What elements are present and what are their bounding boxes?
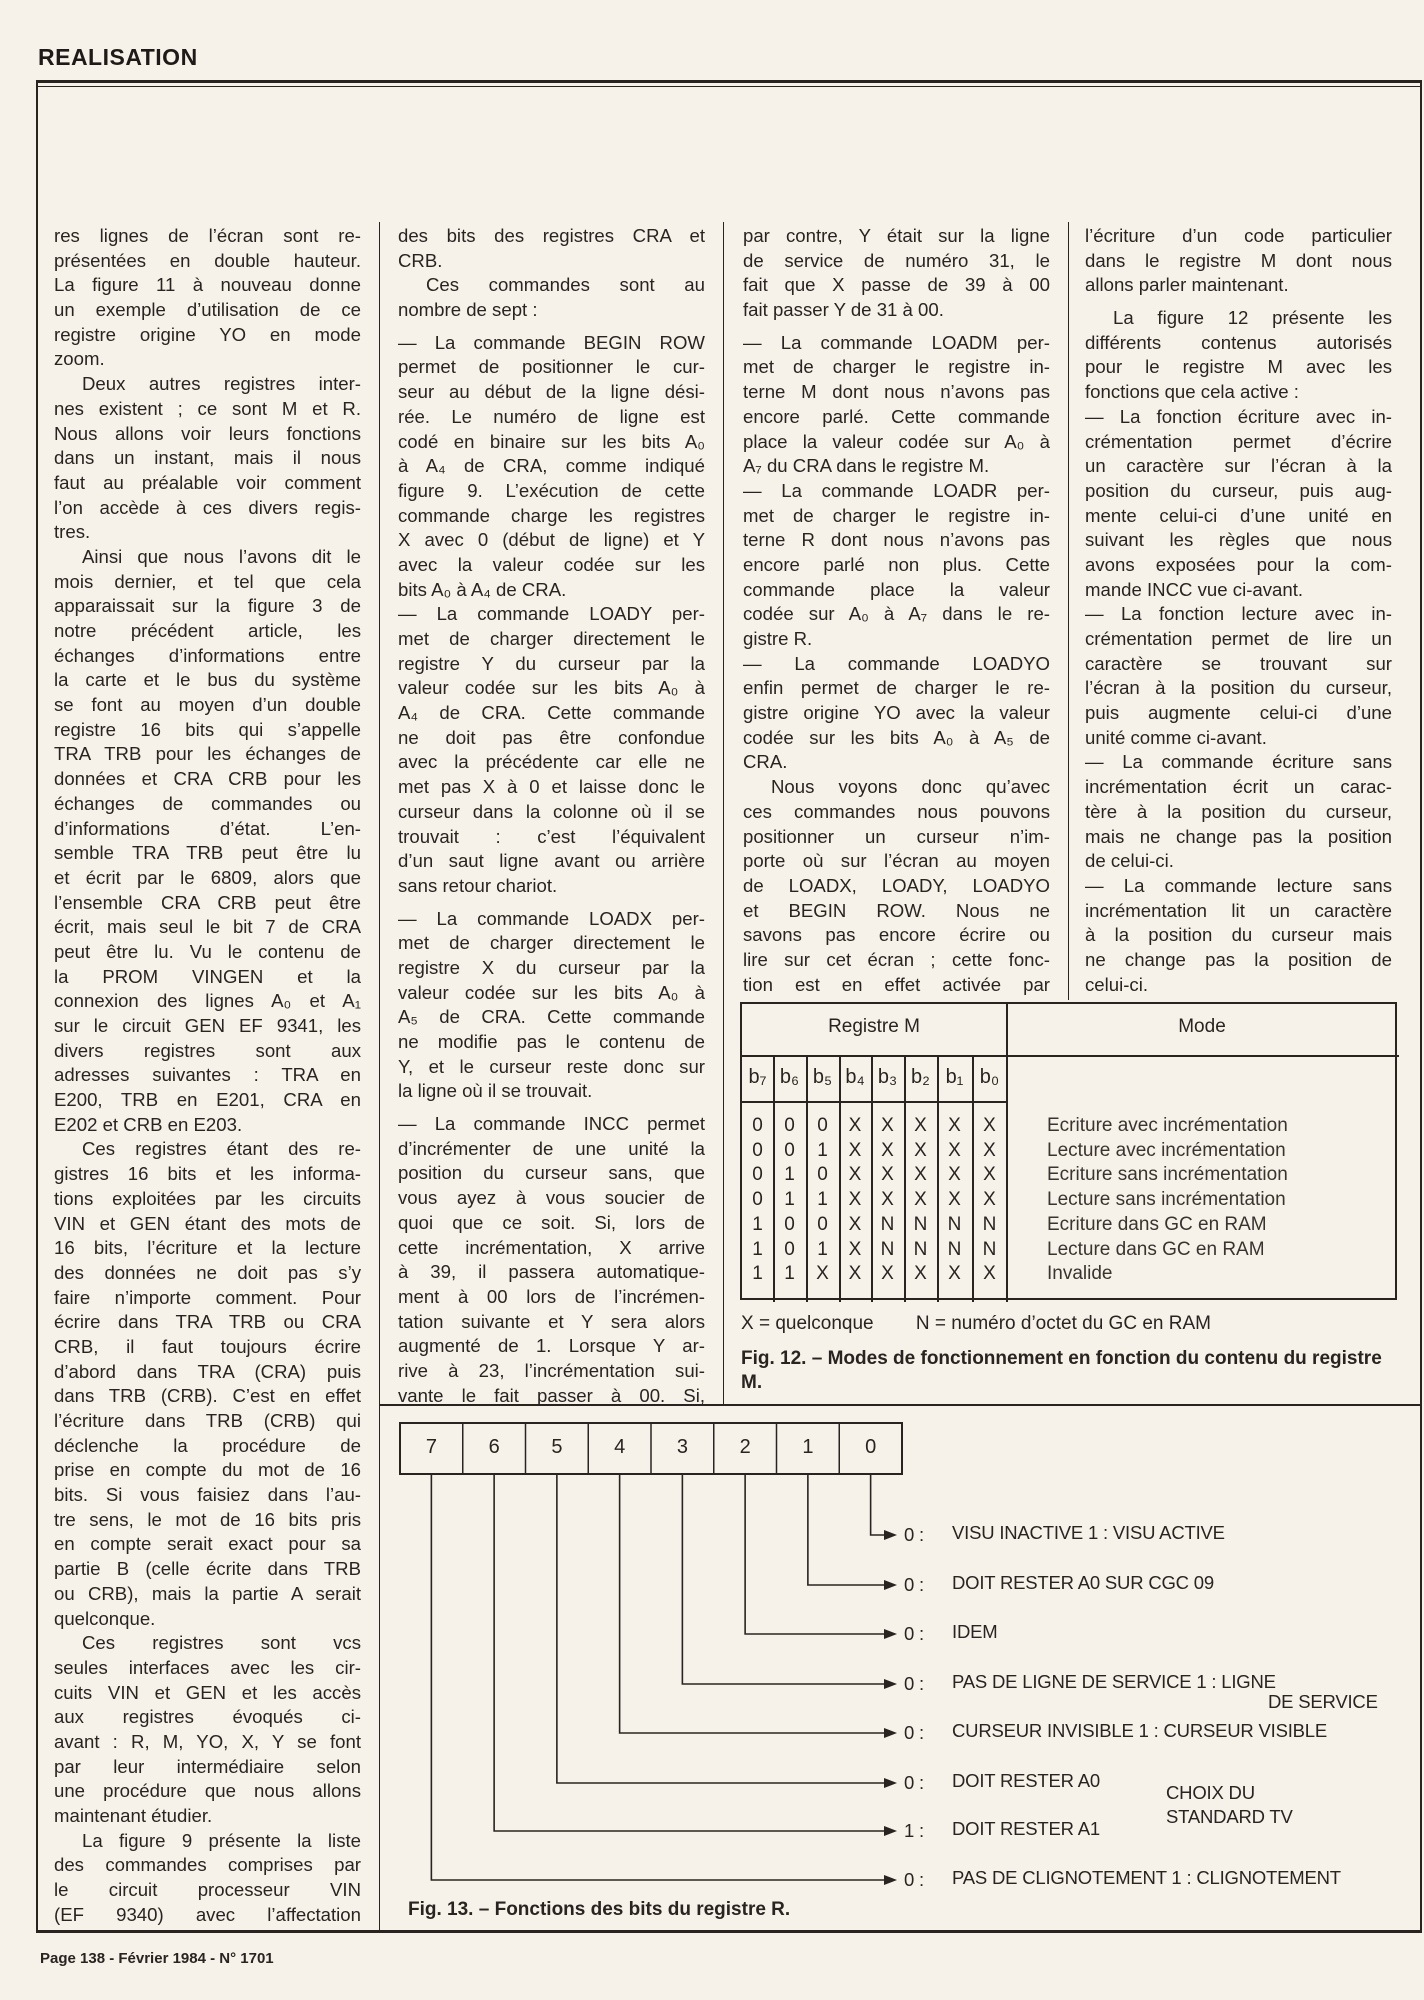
text-line: valeur codée sur les bits A₀ à — [398, 677, 705, 699]
text-line: seules interfaces avec les cir- — [54, 1656, 361, 1678]
arrow-head-icon — [884, 1629, 897, 1639]
text-line: vous ayez à vous soucier de — [398, 1187, 705, 1209]
bit-value: 0 : — [904, 1722, 924, 1743]
bit-function-label: VISU INACTIVE 1 : VISU ACTIVE — [952, 1522, 1225, 1543]
text-line: celui-ci. — [1085, 973, 1149, 995]
text-line: fonctions que cela active : — [1085, 381, 1299, 403]
arrow-head-icon — [884, 1826, 897, 1836]
bit-number: 1 — [802, 1436, 814, 1458]
bit-value: N — [880, 1238, 895, 1260]
text-line: position du curseur, puis aug- — [1085, 479, 1392, 501]
text-line: à 39, il passera automatique- — [398, 1261, 705, 1283]
text-line: positionner un curseur n’im- — [743, 825, 1050, 847]
bit-value: 0 — [752, 1115, 763, 1136]
text-line: CRB, il faut toujours écrire — [54, 1335, 361, 1357]
bit-value: 0 — [752, 1189, 763, 1211]
bit-function-label: DOIT RESTER A0 — [952, 1770, 1100, 1791]
bit-value: X — [848, 1115, 862, 1136]
mode-label: Ecriture avec incrémentation — [1047, 1115, 1288, 1136]
arrow-head-icon — [884, 1530, 897, 1540]
text-line: La figure 12 présente les — [1113, 307, 1392, 329]
text-line: Y, et le curseur reste donc sur — [398, 1055, 705, 1077]
bit-value: X — [848, 1238, 862, 1260]
text-line: La figure 9 présente la liste — [82, 1829, 361, 1851]
text-line: curseur dans la colonne où il se — [398, 800, 705, 822]
bit-function-label: DOIT RESTER A1 — [952, 1818, 1100, 1839]
text-line: par leur intermédiaire selon — [54, 1755, 361, 1777]
text-line: gistre R. — [743, 628, 813, 649]
text-line: aux registres évoqués ci- — [54, 1706, 361, 1728]
text-line: avons exposées pour la com- — [1085, 553, 1392, 575]
bit-value: X — [914, 1115, 927, 1136]
bit-value: X — [983, 1189, 996, 1211]
bit-header: b₇ — [748, 1066, 767, 1088]
text-line: une procédure que nous allons — [54, 1780, 361, 1802]
text-line: zoom. — [54, 348, 105, 370]
text-line: notre précédent article, les — [54, 620, 361, 641]
bit-value: X — [914, 1164, 927, 1186]
text-line: commande charge les registres — [398, 504, 705, 526]
text-line: met pas X à 0 et laisse donc le — [398, 776, 705, 798]
bit-value: 0 : — [904, 1623, 924, 1644]
text-line: ne modifie pas le contenu de — [398, 1031, 705, 1052]
text-line: terne R dont nous n’avons pas — [743, 529, 1050, 551]
text-line: — La commande LOADYO — [743, 652, 1050, 674]
text-line: (EF 9340) avec l’affectation — [54, 1903, 361, 1925]
text-line: TRA TRB pour les échanges de — [54, 743, 361, 765]
bit-value: 1 — [817, 1139, 828, 1161]
text-line: échanges d’informations entre — [54, 644, 361, 666]
bit-connector-line — [745, 1474, 887, 1634]
text-line: sans retour chariot. — [398, 874, 558, 896]
text-line: données et CRA CRB pour les — [54, 768, 361, 790]
text-line: faut au préalable voir comment — [54, 471, 361, 493]
bit-value: N — [982, 1213, 997, 1235]
text-line: Deux autres registres inter- — [82, 373, 361, 395]
text-line: rée. Le numéro de ligne est — [398, 405, 705, 427]
text-line: codée sur les bits A₀ à A₅ de — [743, 726, 1050, 748]
bit-value: X — [881, 1164, 894, 1186]
text-line: des données ne doit pas s’y — [54, 1261, 361, 1283]
bit-value: 1 — [784, 1164, 795, 1186]
bit-value: 1 — [752, 1263, 763, 1285]
text-line: différents contenus autorisés — [1085, 331, 1392, 353]
text-line: tions exploitées par les circuits — [54, 1187, 361, 1209]
text-line: savons pas encore écrire ou — [743, 924, 1050, 946]
text-line: — La commande INCC permet — [398, 1113, 705, 1135]
bit-value: X — [983, 1139, 996, 1161]
text-line: VIN et GEN étant des mots de — [54, 1212, 361, 1234]
mode-label: Lecture sans incrémentation — [1047, 1189, 1286, 1211]
text-line: X avec 0 (début de ligne) et Y — [398, 529, 705, 551]
text-line: des commandes comprises par — [54, 1854, 361, 1876]
text-line: encore parlé non plus. Cette — [743, 553, 1050, 575]
text-line: échanges de commandes ou — [54, 792, 361, 814]
text-line: dans un instant, mais il nous — [54, 447, 361, 469]
bit-number: 7 — [425, 1436, 437, 1458]
text-line: tation suivante et Y sera alors — [398, 1310, 705, 1332]
bit-value: X — [948, 1263, 961, 1285]
text-line: écrit, mais seul le bit 7 de CRA — [54, 916, 361, 938]
text-line: quoi que ce soit. Si, lors de — [398, 1211, 705, 1233]
bit-value: X — [816, 1263, 829, 1285]
text-line: la ligne où il se trouvait. — [398, 1080, 593, 1102]
text-line: nes existent ; ce sont M et R. — [54, 397, 361, 419]
mode-label: Ecriture dans GC en RAM — [1047, 1213, 1267, 1235]
text-line: par contre, Y était sur la ligne — [743, 225, 1050, 246]
text-line: pour le registre M avec les — [1085, 356, 1392, 378]
text-line: A₇ du CRA dans le registre M. — [743, 455, 990, 477]
arrow-head-icon — [884, 1728, 897, 1738]
bit-value: N — [913, 1238, 928, 1260]
bit-value: 0 — [817, 1164, 828, 1186]
text-line: — La commande LOADM per- — [743, 331, 1050, 353]
text-line: CRB. — [398, 249, 443, 271]
text-line: — La commande écriture sans — [1085, 751, 1392, 773]
bit-header: b₁ — [945, 1066, 964, 1088]
text-line: d’abord dans TRA (CRA) puis — [54, 1360, 361, 1382]
text-line: un exemple d’utilisation de ce — [54, 299, 361, 321]
text-line: codée sur A₀ à A₇ dans le re- — [743, 603, 1050, 625]
text-line: fait que X passe de 39 à 00 — [743, 274, 1050, 296]
text-line: Nous voyons donc qu’avec — [771, 776, 1050, 798]
text-line: adresses suivantes : TRA en — [54, 1064, 361, 1086]
text-line: puis augmente celui-ci d’une — [1085, 702, 1392, 724]
text-line: incrémentation lit un caractère — [1085, 899, 1392, 921]
mode-label: Lecture dans GC en RAM — [1047, 1238, 1265, 1260]
text-line: lire sur cet écran ; cette fonc- — [743, 948, 1050, 970]
bit-value: 1 : — [904, 1820, 924, 1841]
text-line: ne change pas la position de — [1085, 948, 1392, 970]
text-line: fait passer Y de 31 à 00. — [743, 299, 944, 321]
text-line: le circuit processeur VIN — [54, 1879, 361, 1901]
text-line: bits A₀ à A₄ de CRA. — [398, 578, 567, 600]
text-line: — La commande LOADR per- — [743, 479, 1050, 501]
bit-value: X — [848, 1164, 862, 1186]
bit-value: X — [983, 1164, 996, 1186]
text-line: rive à 23, l’incrémentation sui- — [398, 1359, 705, 1381]
text-line: avant : R, M, YO, X, Y se font — [54, 1730, 361, 1752]
text-line: position du curseur sans, que — [398, 1162, 705, 1184]
text-line: un caractère sur l’écran à la — [1085, 455, 1392, 477]
text-line: Nous allons voir leurs fonctions — [54, 422, 361, 444]
bit-value: X — [848, 1213, 862, 1235]
bit-value: X — [948, 1189, 961, 1211]
bit-connector-line — [620, 1474, 887, 1733]
bit-value: 0 — [817, 1213, 828, 1235]
text-line: unité comme ci-avant. — [1085, 726, 1267, 748]
text-line: ment à 00 lors de l’incrémen- — [398, 1285, 705, 1307]
text-line: quelconque. — [54, 1607, 156, 1629]
page-footer: Page 138 - Février 1984 - N° 1701 — [40, 1950, 274, 1967]
text-line: l’écran à la position du curseur, — [1085, 677, 1392, 699]
text-line: mente celui-ci d’une unité en — [1085, 504, 1392, 526]
text-line: dans le registre M dont nous — [1085, 249, 1392, 271]
bit-value: 1 — [817, 1189, 828, 1211]
text-line: E202 et CRB en E203. — [54, 1113, 243, 1135]
bit-value: X — [914, 1189, 927, 1211]
text-line: présentées en double hauteur. — [54, 249, 361, 271]
text-line: la carte et le bus du système — [54, 669, 361, 691]
bit-function-label: PAS DE LIGNE DE SERVICE 1 : LIGNE — [952, 1671, 1276, 1692]
text-line: place la valeur codée sur A₀ à — [743, 430, 1050, 452]
text-line: La figure 11 à nouveau donne — [54, 274, 361, 296]
bit-value: 0 — [817, 1115, 828, 1136]
text-line: cette incrémentation, X arrive — [398, 1236, 705, 1258]
text-line: prise en compte du mot de 16 — [54, 1459, 361, 1481]
text-line: l’ensemble CRA CRB peut être — [54, 891, 361, 913]
text-line: ou CRB), mais la partie A serait — [54, 1582, 361, 1604]
text-line: tère à la position du curseur, — [1085, 800, 1392, 822]
mode-header: Mode — [1178, 1016, 1226, 1037]
bit-number: 5 — [551, 1436, 563, 1458]
bit-value: 0 — [752, 1139, 763, 1161]
bit-value: X — [881, 1263, 894, 1285]
bit-value: 1 — [817, 1238, 828, 1260]
bit-number: 3 — [676, 1436, 688, 1458]
text-line: semble TRA TRB peut être lu — [54, 842, 361, 864]
text-line: cuits VIN et GEN et les accès — [54, 1681, 361, 1703]
text-line: avec la valeur codée sur les — [398, 553, 705, 575]
text-line: faire n’importe comment. Pour — [54, 1286, 361, 1308]
arrow-head-icon — [884, 1778, 897, 1788]
text-line: ne doit pas être confondue — [398, 726, 705, 748]
bit-value: X — [948, 1139, 961, 1161]
text-line: de celui-ci. — [1085, 850, 1174, 872]
bit-value: N — [947, 1238, 962, 1260]
bit-value: 0 : — [904, 1673, 924, 1694]
bit-value: 1 — [752, 1238, 763, 1260]
bit-value: 0 : — [904, 1524, 924, 1545]
bit-value: X — [848, 1189, 862, 1211]
text-line: CRA. — [743, 751, 788, 773]
bit-header: b₂ — [911, 1066, 930, 1088]
text-line: à la position du curseur mais — [1085, 924, 1392, 946]
text-line: E200, TRB en E201, CRA en — [54, 1089, 361, 1111]
bit-value: X — [881, 1189, 894, 1211]
text-line: en compte serait exact pour sa — [54, 1533, 361, 1555]
text-line: augmenté de 1. Lorsque Y ar- — [398, 1335, 705, 1357]
arrow-head-icon — [884, 1679, 897, 1689]
text-line: de LOADX, LOADY, LOADYO — [743, 874, 1050, 896]
bit-value: 0 — [784, 1139, 795, 1161]
text-line: incrémentation écrit un carac- — [1085, 776, 1392, 798]
text-line: l’écriture dans TRB (CRB) qui — [54, 1410, 361, 1431]
section-header: REALISATION — [38, 44, 198, 70]
text-line: registre origine YO en mode — [54, 323, 361, 345]
text-line: codé en binaire sur les bits A₀ — [398, 430, 705, 452]
text-line: vante le fait passer à 00. Si, — [398, 1384, 705, 1406]
text-line: met de charger directement le — [398, 932, 705, 954]
bit-value: X — [914, 1139, 927, 1161]
bit-value: 1 — [752, 1213, 763, 1235]
text-line: — La commande BEGIN ROW — [398, 331, 705, 353]
text-line: Ces registres étant des re- — [82, 1138, 361, 1160]
fig12-caption: Fig. 12. – Modes de fonctionnement en fonction du contenu du registre M. — [741, 1348, 1382, 1393]
arrow-head-icon — [884, 1875, 897, 1885]
text-line: tres. — [54, 521, 91, 543]
bit-number: 4 — [614, 1436, 626, 1458]
text-line: nombre de sept : — [398, 299, 538, 321]
text-line: Ces commandes sont au — [426, 274, 705, 296]
bit-value: X — [881, 1115, 894, 1136]
bit-number: 2 — [739, 1436, 751, 1458]
bit-connector-line — [682, 1474, 887, 1684]
text-line: met de charger le registre in- — [743, 504, 1050, 526]
text-line: 16 bits, l’écriture et la lecture — [54, 1237, 361, 1259]
text-line: — La commande LOADX per- — [398, 907, 705, 929]
bit-value: X — [881, 1139, 894, 1161]
text-line: se font au moyen d’un double — [54, 694, 361, 716]
text-line: peut être lu. Vu le contenu de — [54, 940, 361, 962]
text-line: mais ne change pas la position — [1085, 825, 1392, 847]
text-line: porte où sur l’écran au moyen — [743, 850, 1050, 872]
bit-header: b₄ — [845, 1066, 865, 1088]
text-line: suivant les règles que nous — [1085, 529, 1392, 551]
standard-tv-note: CHOIX DU — [1166, 1782, 1255, 1803]
bit-number: 0 — [865, 1436, 877, 1458]
registre-m-header: Registre M — [828, 1016, 920, 1037]
text-line: divers registres sont aux — [54, 1039, 361, 1061]
bit-value: N — [880, 1213, 895, 1235]
text-line: l’écriture d’un code particulier — [1085, 225, 1392, 246]
bit-header: b₀ — [979, 1066, 1000, 1088]
bit-function-label: IDEM — [952, 1621, 998, 1642]
bit-value: X — [948, 1115, 961, 1136]
bit-value: 0 — [784, 1238, 795, 1260]
mode-label: Ecriture sans incrémentation — [1047, 1164, 1288, 1186]
text-line: maintenant étudier. — [54, 1805, 213, 1826]
text-line: tre sens, le mot de 16 bits pris — [54, 1508, 361, 1530]
text-line: registre X du curseur par la — [398, 956, 705, 978]
text-line: allons parler maintenant. — [1085, 274, 1289, 296]
bit-value: 0 : — [904, 1574, 924, 1595]
bit-value: N — [947, 1213, 962, 1235]
bit-value: X — [914, 1263, 927, 1285]
text-line: registre Y du curseur par la — [398, 652, 705, 674]
bit-connector-line — [871, 1474, 887, 1535]
text-line: terne M dont nous n’avons pas — [743, 381, 1050, 403]
text-line: seur au début de la ligne dési- — [398, 381, 705, 403]
text-line: sur le circuit GEN EF 9341, les — [54, 1015, 361, 1036]
text-line: tion est en effet activée par — [743, 973, 1050, 995]
text-line: A₅ de CRA. Cette commande — [398, 1006, 705, 1028]
text-line: caractère se trouvant sur — [1085, 652, 1392, 674]
text-line: bits. Si vous faisiez dans l’au- — [54, 1484, 361, 1506]
bit-value: 0 : — [904, 1869, 924, 1890]
bit-value: X — [983, 1115, 996, 1136]
bit-function-label: PAS DE CLIGNOTEMENT 1 : CLIGNOTEMENT — [952, 1867, 1341, 1888]
text-line: avec la précédente car elle ne — [398, 751, 705, 773]
text-line: de service de numéro 31, le — [743, 249, 1050, 271]
text-line: met de charger le registre in- — [743, 356, 1050, 378]
bit-value: 0 — [784, 1115, 795, 1136]
text-line: — La fonction écriture avec in- — [1085, 405, 1392, 427]
bit-value: 1 — [784, 1263, 795, 1285]
bit-value: X — [948, 1164, 961, 1186]
text-line: permet de positionner le cur- — [398, 356, 705, 378]
text-line: commande place la valeur — [743, 578, 1050, 600]
text-line: trouvait : c’est l’équivalent — [398, 825, 705, 847]
text-line: met de charger directement le — [398, 628, 705, 649]
bit-value: 0 — [752, 1164, 763, 1186]
bit-header: b₃ — [877, 1066, 898, 1088]
text-line: — La fonction lecture avec in- — [1085, 603, 1392, 625]
text-line: ces commandes nous pouvons — [743, 800, 1050, 822]
text-line: d’incrémenter de une unité la — [398, 1137, 705, 1159]
bit-header: b₅ — [812, 1066, 833, 1088]
text-line: des bits des registres CRA et — [398, 225, 705, 246]
bit-connector-line — [494, 1474, 887, 1831]
bit-connector-line — [431, 1474, 887, 1880]
bit-value: 0 — [784, 1213, 795, 1235]
text-line: connexion des lignes A₀ et A₁ — [54, 990, 361, 1012]
standard-tv-note: STANDARD TV — [1166, 1806, 1293, 1827]
mode-label: Invalide — [1047, 1263, 1113, 1285]
bit-value: X — [848, 1139, 862, 1161]
bit-connector-line — [808, 1474, 887, 1585]
text-line: Ces registres sont vcs — [82, 1632, 361, 1654]
text-line: la PROM VINGEN et la — [54, 965, 361, 987]
bit-value: N — [913, 1213, 928, 1235]
bit-header: b₆ — [779, 1066, 800, 1088]
bit-value: 0 : — [904, 1772, 924, 1793]
bit-value: X — [983, 1263, 996, 1285]
text-line: Ainsi que nous l’avons dit le — [82, 545, 361, 567]
text-line: enfin permet de charger le re- — [743, 677, 1050, 699]
text-line: gistres 16 bits et les informa- — [54, 1163, 361, 1185]
bit-value: N — [982, 1238, 997, 1260]
text-line: et écrit par le 6809, alors que — [54, 866, 361, 888]
text-line: crémentation permet de lire un — [1085, 628, 1392, 649]
bit-function-label: DOIT RESTER A0 SUR CGC 09 — [952, 1572, 1214, 1593]
text-line: déclenche la procédure de — [54, 1434, 361, 1456]
text-line: — La commande LOADY per- — [398, 603, 705, 625]
text-line: à A₄ de CRA, comme indiqué — [398, 455, 705, 477]
bit-value: 1 — [784, 1189, 795, 1211]
text-line: gistre origine YO avec la valeur — [743, 702, 1050, 724]
text-line: d’un saut ligne avant ou arrière — [398, 850, 705, 872]
text-line: registre 16 bits qui s’appelle — [54, 718, 361, 740]
text-line: dans TRB (CRB). C’est en effet — [54, 1385, 361, 1407]
arrow-head-icon — [884, 1580, 897, 1590]
text-line: apparaissait sur la figure 3 de — [54, 595, 361, 617]
text-line: partie B (celle écrite dans TRB — [54, 1558, 361, 1580]
text-line: d’informations d’état. L’en- — [54, 817, 361, 839]
bit-value: X — [848, 1263, 862, 1285]
text-line: mande INCC vue ci-avant. — [1085, 578, 1304, 600]
text-line: crémentation permet d’écrire — [1085, 430, 1392, 452]
text-line: A₄ de CRA. Cette commande — [398, 702, 705, 724]
bit-number: 6 — [488, 1436, 500, 1458]
bit-function-label: CURSEUR INVISIBLE 1 : CURSEUR VISIBLE — [952, 1720, 1328, 1741]
bit-connector-line — [557, 1474, 887, 1783]
text-line: et BEGIN ROW. Nous ne — [743, 899, 1050, 921]
fig13-caption: Fig. 13. – Fonctions des bits du registre R. — [408, 1899, 791, 1920]
text-line: encore parlé. Cette commande — [743, 405, 1050, 427]
text-line: — La commande lecture sans — [1085, 874, 1392, 896]
text-line: écrire dans TRA TRB ou CRA — [54, 1311, 361, 1333]
fig12-legend: X = quelconque N = numéro d’octet du GC en RAM — [741, 1313, 1211, 1334]
bit-function-label-continued: DE SERVICE — [1268, 1691, 1378, 1712]
text-line: l’on accède à ces divers regis- — [54, 496, 361, 518]
mode-label: Lecture avec incrémentation — [1047, 1139, 1286, 1161]
text-line: valeur codée sur les bits A₀ à — [398, 981, 705, 1003]
text-line: mois dernier, et tel que cela — [54, 570, 361, 592]
text-line: figure 9. L’exécution de cette — [398, 479, 705, 501]
text-line: res lignes de l’écran sont re- — [54, 225, 361, 246]
